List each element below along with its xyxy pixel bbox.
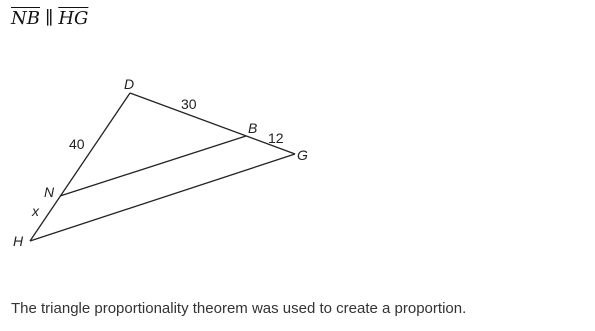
label-point-b: B: [248, 120, 258, 136]
label-point-g: G: [297, 147, 308, 163]
segment-hg: $\overline{HG}$: [58, 8, 89, 29]
label-point-n: N: [44, 184, 55, 200]
side-dh: [30, 93, 130, 241]
segment-nb: $\overline{NB}$: [11, 8, 40, 29]
length-dn: 40: [69, 136, 85, 152]
problem-statement: The triangle proportionality theorem was used to create a proportion.: [11, 300, 467, 317]
length-nh: x: [32, 203, 39, 219]
side-hg: [30, 154, 295, 241]
triangle-lines: [30, 93, 295, 241]
label-point-d: D: [124, 76, 135, 92]
length-bg: 12: [268, 130, 284, 146]
segment-nb-line: [60, 136, 246, 196]
length-db: 30: [181, 96, 197, 112]
parallel-symbol: ∥: [44, 8, 54, 29]
label-point-h: H: [13, 233, 24, 249]
